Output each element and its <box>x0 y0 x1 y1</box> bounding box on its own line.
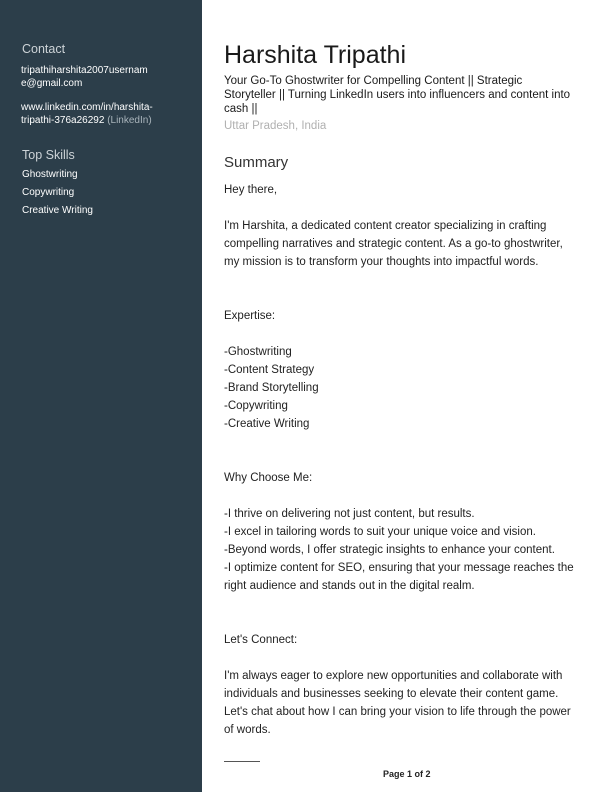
summary-line: -Ghostwriting <box>224 346 292 358</box>
summary-line: -Creative Writing <box>224 418 310 430</box>
summary-line: -Brand Storytelling <box>224 382 319 394</box>
summary-line: compelling narratives and strategic content. As a go-to ghostwriter, <box>224 238 563 250</box>
summary-line: Expertise: <box>224 310 276 322</box>
headline-line: Storyteller || Turning LinkedIn users into influencers and content into <box>224 89 571 101</box>
summary-line: -I thrive on delivering not just content, but results. <box>224 508 475 520</box>
skill-item: Copywriting <box>22 187 75 198</box>
summary-line: right audience and stands out in the digital realm. <box>224 580 475 592</box>
linkedin-contact[interactable] <box>21 101 191 127</box>
summary-line: Why Choose Me: <box>224 472 313 484</box>
summary-title: Summary <box>224 154 289 171</box>
email-line-1: tripathiharshita2007usernam <box>21 65 148 76</box>
linkedin-line-1: www.linkedin.com/in/harshita- <box>21 102 153 113</box>
sidebar <box>0 0 202 792</box>
headline-line: Your Go-To Ghostwriter for Compelling Content || Strategic <box>224 75 523 87</box>
summary-line: -Beyond words, I offer strategic insights to enhance your content. <box>224 544 555 556</box>
summary-line: -Copywriting <box>224 400 288 412</box>
profile-location: Uttar Pradesh, India <box>224 120 327 132</box>
summary-line: of words. <box>224 724 271 736</box>
linkedin-line-2: tripathi-376a26292 <box>21 115 105 126</box>
linkedin-tag: (LinkedIn) <box>107 115 152 126</box>
summary-line: I'm always eager to explore new opportunities and collaborate with <box>224 670 563 682</box>
summary-line: -I excel in tailoring words to suit your unique voice and vision. <box>224 526 536 538</box>
contact-heading: Contact <box>22 42 66 56</box>
summary-line: Let's chat about how I can bring your vision to life through the power <box>224 706 571 718</box>
footer-divider <box>224 761 260 762</box>
summary-line: Let's Connect: <box>224 634 298 646</box>
skill-item: Ghostwriting <box>22 169 78 180</box>
summary-line: -Content Strategy <box>224 364 315 376</box>
headline-line: cash || <box>224 103 258 115</box>
summary-line: Hey there, <box>224 184 278 196</box>
page-number <box>383 769 431 779</box>
email-contact[interactable] <box>21 64 191 90</box>
summary-line: -I optimize content for SEO, ensuring that your message reaches the <box>224 562 574 574</box>
top-skills-heading: Top Skills <box>22 148 75 162</box>
email-line-2: e@gmail.com <box>21 78 83 89</box>
summary-line: my mission is to transform your thoughts into impactful words. <box>224 256 539 268</box>
skill-item: Creative Writing <box>22 205 93 216</box>
profile-name: Harshita Tripathi <box>224 41 407 69</box>
summary-line: individuals and businesses seeking to elevate their content game. <box>224 688 559 700</box>
page-label: Page 1 of 2 <box>383 769 431 779</box>
summary-line: I'm Harshita, a dedicated content creator specializing in crafting <box>224 220 547 232</box>
profile-headline <box>224 74 592 116</box>
